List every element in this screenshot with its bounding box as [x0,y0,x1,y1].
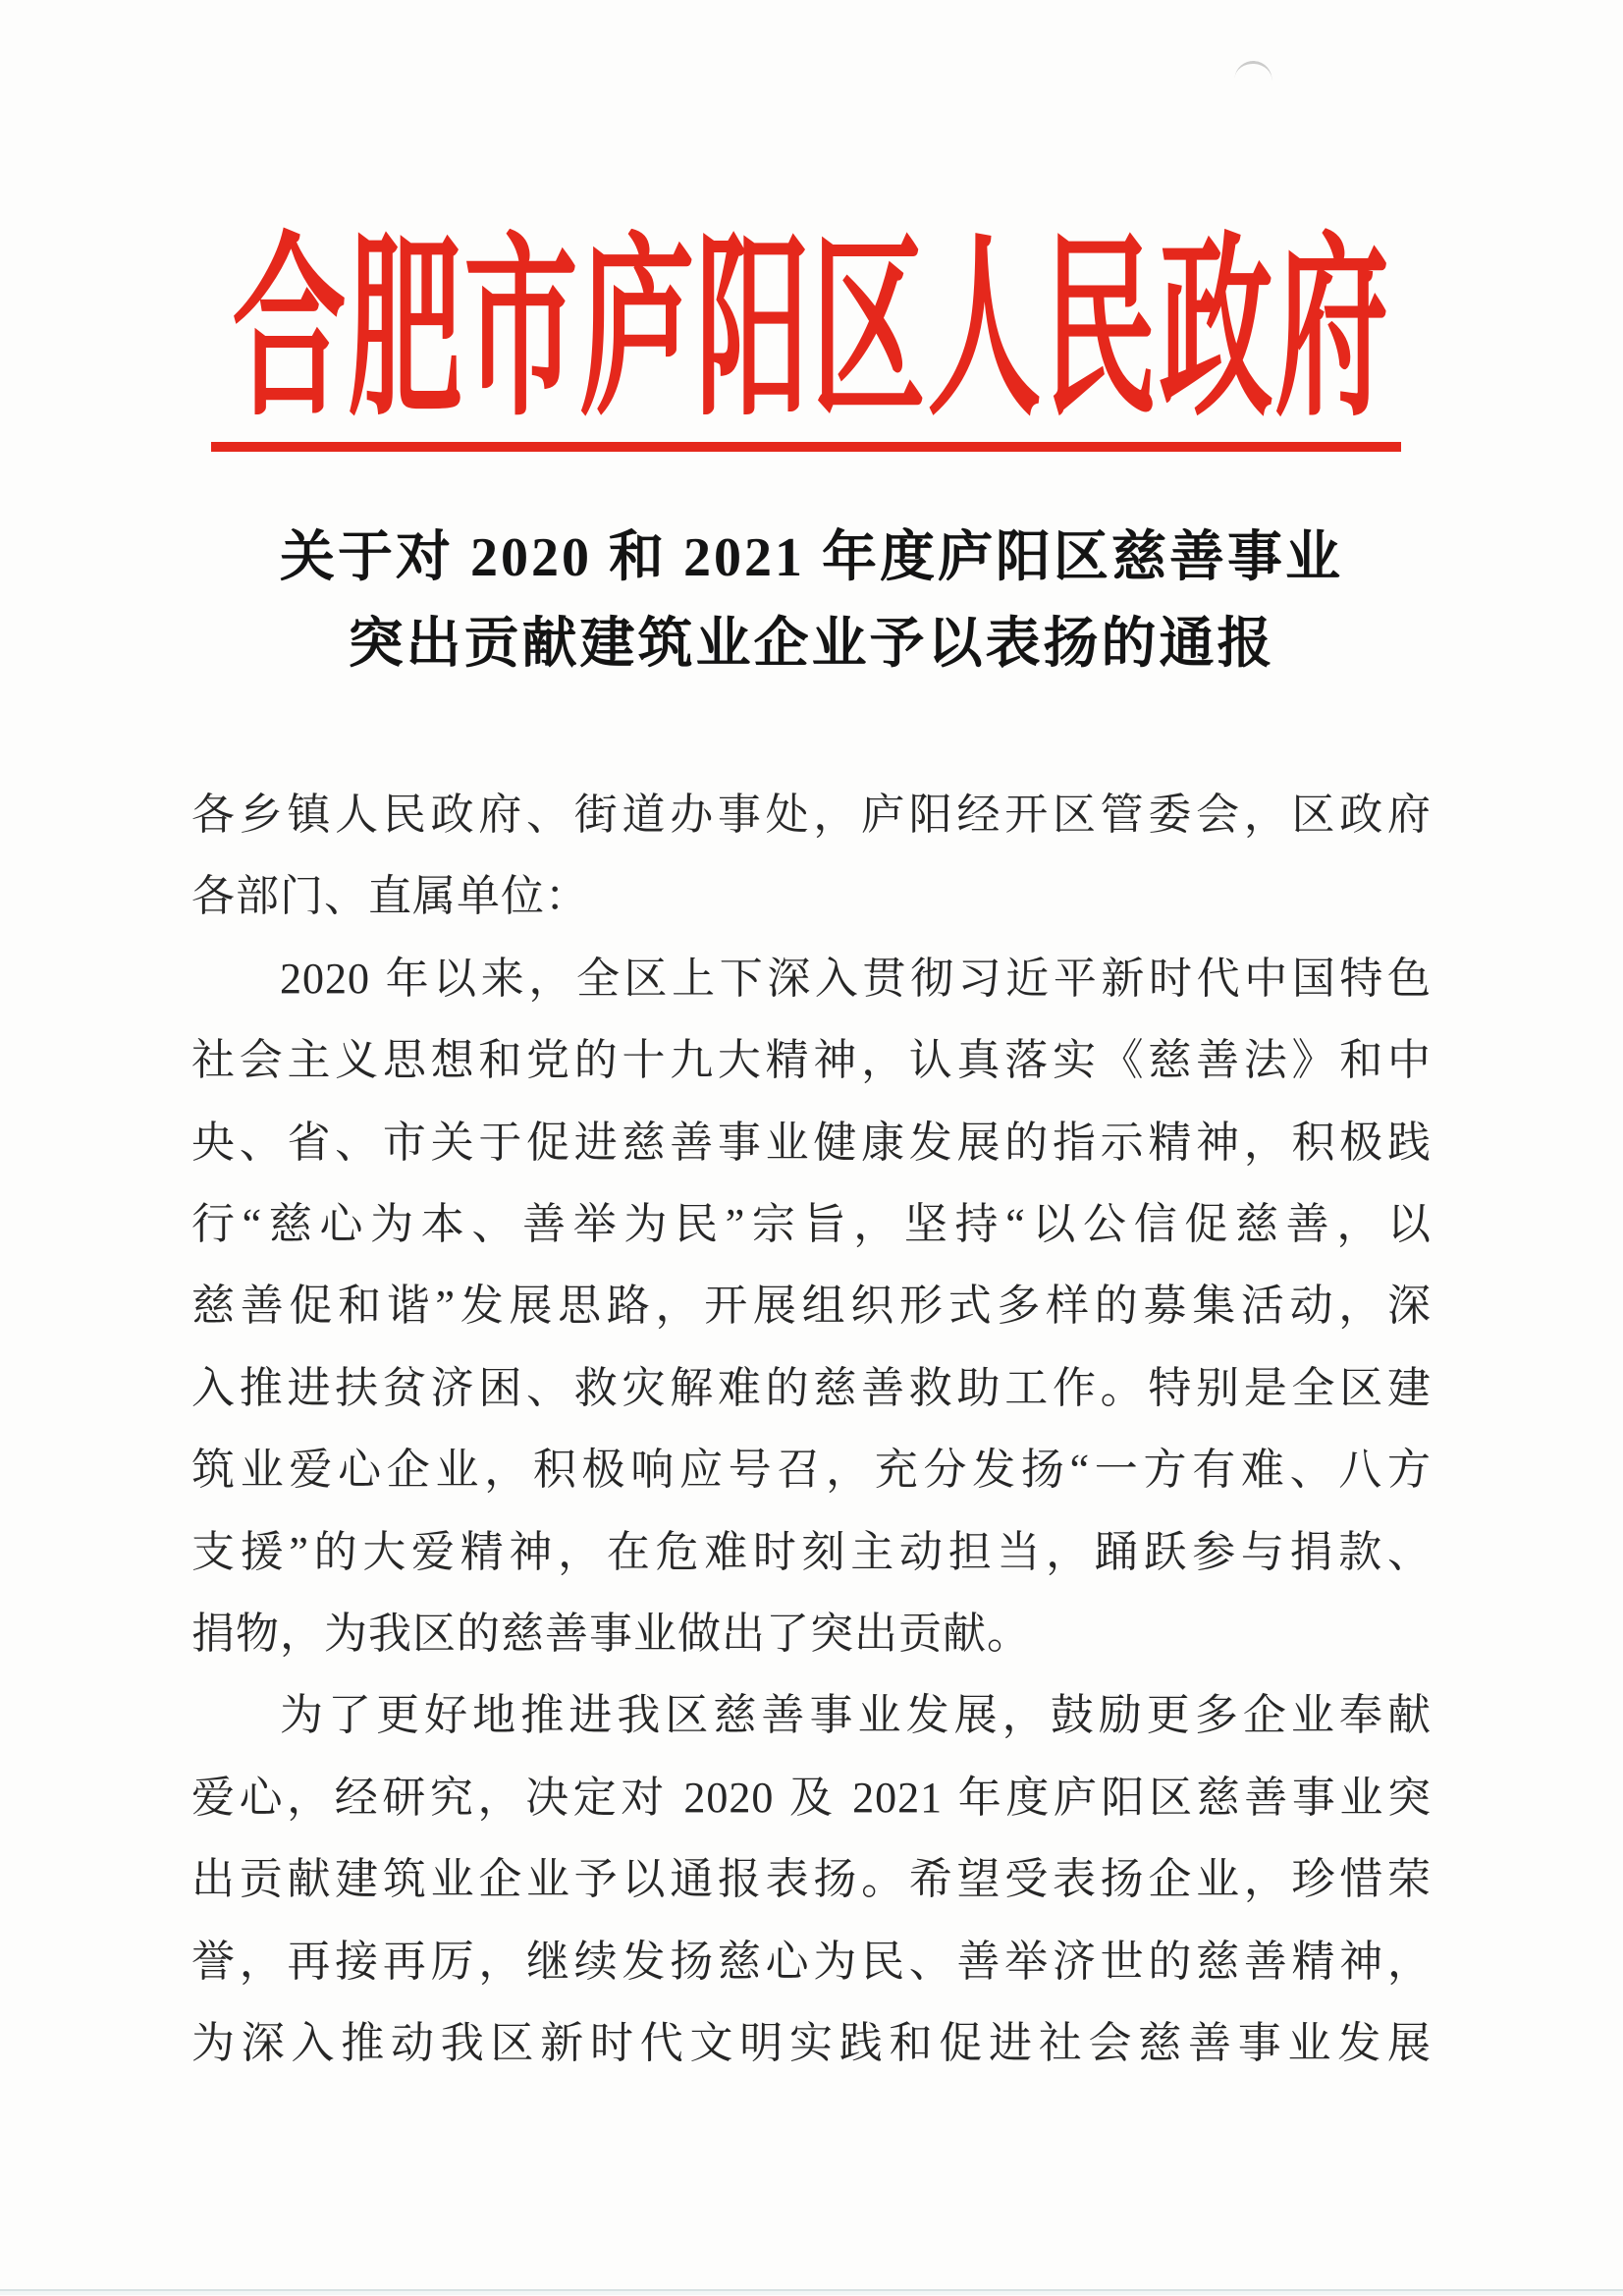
body-line: 捐物，为我区的慈善事业做出了突出贡献。 [191,1610,1031,1659]
body-line: 筑业爱心企业，积极响应号召，充分发扬“一方有难、八方 [191,1446,1432,1495]
letterhead-divider-rule [211,442,1401,452]
body-line: 各乡镇人民政府、街道办事处，庐阳经开区管委会，区政府 [191,791,1432,839]
body-line: 社会主义思想和党的十九大精神，认真落实《慈善法》和中 [191,1036,1432,1085]
document-body [191,774,1432,2085]
document-title [0,515,1623,687]
scan-artifact-mark [1234,60,1272,83]
body-line: 2020 年以来，全区上下深入贯彻习近平新时代中国特色 [280,954,1432,1003]
body-line: 为了更好地推进我区慈善事业发展，鼓励更多企业奉献 [280,1691,1432,1740]
body-line: 央、省、市关于促进慈善事业健康发展的指示精神，积极践 [191,1118,1432,1167]
body-line: 为深入推动我区新时代文明实践和促进社会慈善事业发展 [191,2019,1432,2068]
body-line: 支援”的大爱精神，在危难时刻主动担当，踊跃参与捐款、 [191,1527,1432,1576]
document-title-line2: 突出贡献建筑业企业予以表扬的通报 [348,614,1275,675]
document-title-line1: 关于对 2020 和 2021 年度庐阳区慈善事业 [280,527,1343,588]
body-line: 行“慈心为本、善举为民”宗旨，坚持“以公信促慈善，以 [191,1200,1432,1249]
body-line: 入推进扶贫济困、救灾解难的慈善救助工作。特别是全区建 [191,1363,1432,1412]
scan-bottom-edge [0,2289,1623,2291]
body-line: 各部门、直属单位： [191,872,589,921]
body-line: 慈善促和谐”发展思路，开展组织形式多样的募集活动，深 [191,1282,1432,1331]
body-line: 出贡献建筑业企业予以通报表扬。希望受表扬企业，珍惜荣 [191,1855,1432,1904]
body-line: 誉，再接再厉，继续发扬慈心为民、善举济世的慈善精神， [191,1937,1432,1986]
letterhead-org-name: 合肥市庐阳区人民政府 [232,224,1391,441]
body-line: 爱心，经研究，决定对 2020 及 2021 年度庐阳区慈善事业突 [191,1773,1432,1822]
